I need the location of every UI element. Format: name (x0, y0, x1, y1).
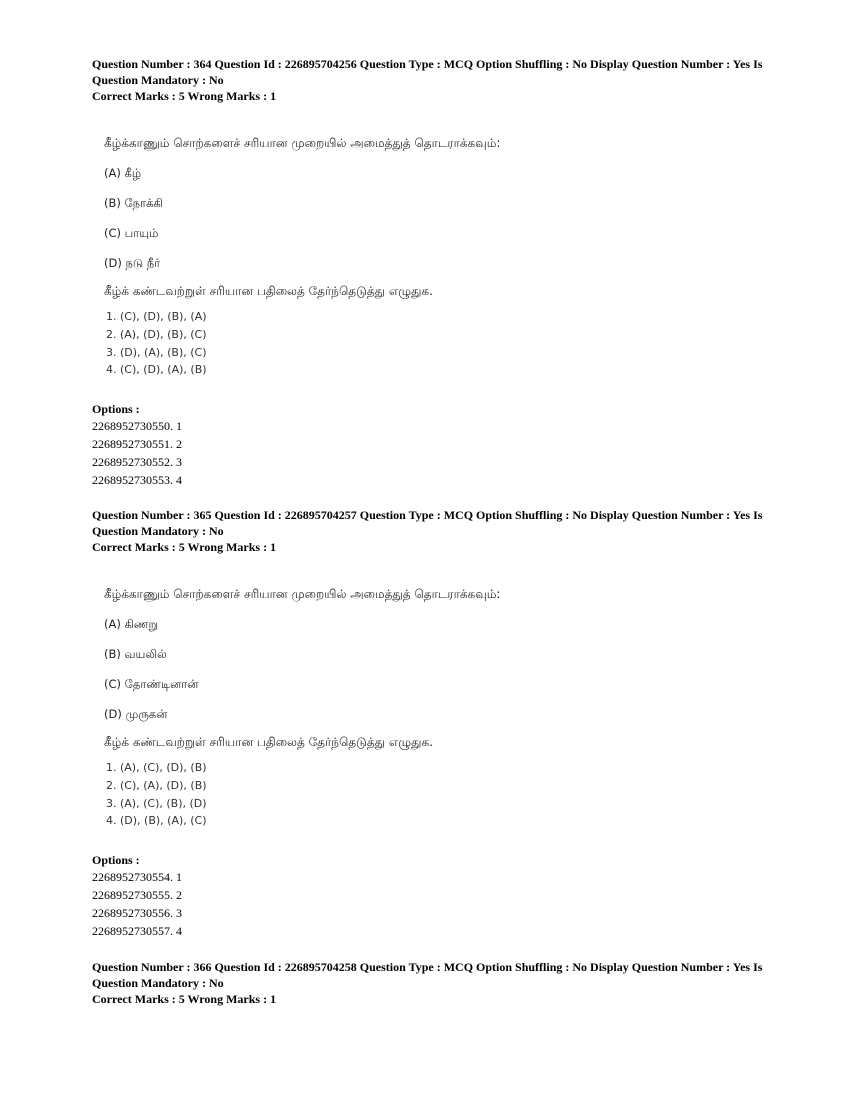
question-instruction: கீழ்க் கண்டவற்றுள் சரியான பதிலைத் தேர்ந்தெடுத்து எழுதுக. (104, 735, 433, 749)
word-option-c: (C) தோண்டினான் (104, 677, 199, 691)
header-line-1: Question Number : 365 Question Id : 226895704257 Question Type : MCQ Option Shuffling : No Display Question Number : Yes Is (92, 508, 763, 522)
answer-choices (104, 308, 772, 379)
answer-choices (104, 759, 772, 830)
answer-choice: 1. (C), (D), (B), (A) (106, 310, 207, 323)
marks-line: Correct Marks : 5 Wrong Marks : 1 (92, 992, 277, 1006)
option-id: 2268952730557. 4 (92, 923, 182, 938)
option-id: 2268952730553. 4 (92, 472, 182, 487)
option-id: 2268952730554. 1 (92, 870, 182, 885)
option-id: 2268952730555. 2 (92, 887, 182, 902)
option-id: 2268952730556. 3 (92, 905, 182, 920)
word-option-b: (B) நோக்கி (104, 196, 163, 210)
answer-choice: 2. (A), (D), (B), (C) (106, 327, 207, 341)
header-line-2: Question Mandatory : No (92, 976, 224, 990)
question-header (92, 56, 772, 104)
marks-line: Correct Marks : 5 Wrong Marks : 1 (92, 540, 277, 554)
option-id-list (92, 869, 772, 940)
option-id: 2268952730551. 2 (92, 436, 182, 451)
word-option-b: (B) வயலில் (104, 647, 167, 661)
option-id: 2268952730550. 1 (92, 419, 182, 434)
header-line-2: Question Mandatory : No (92, 73, 224, 87)
answer-choice: 3. (D), (A), (B), (C) (106, 345, 207, 359)
word-option-a: (A) கிணறு (104, 617, 159, 631)
question-stem: கீழ்க்காணும் சொற்களைச் சரியான முறையில் அமைத்துத் தொடராக்கவும்: (104, 587, 501, 601)
question-366 (92, 959, 772, 1007)
answer-choice: 4. (C), (D), (A), (B) (106, 363, 207, 377)
word-option-c: (C) பாயும் (104, 226, 159, 240)
option-id: 2268952730552. 3 (92, 454, 182, 469)
question-stem: கீழ்க்காணும் சொற்களைச் சரியான முறையில் அமைத்துத் தொடராக்கவும்: (104, 136, 501, 150)
question-instruction: கீழ்க் கண்டவற்றுள் சரியான பதிலைத் தேர்ந்தெடுத்து எழுதுக. (104, 284, 433, 298)
header-line-1: Question Number : 364 Question Id : 226895704256 Question Type : MCQ Option Shuffling : No Display Question Number : Yes Is (92, 57, 763, 71)
answer-choice: 3. (A), (C), (B), (D) (106, 796, 207, 810)
word-option-d: (D) முருகன் (104, 707, 168, 721)
word-option-a: (A) கீழ் (104, 166, 142, 180)
question-body (92, 586, 772, 830)
word-option-d: (D) நடு நீர் (104, 256, 161, 270)
answer-choice: 2. (C), (A), (D), (B) (106, 778, 207, 792)
options-label: Options : (92, 853, 140, 868)
question-365 (92, 507, 772, 940)
question-header (92, 507, 772, 555)
header-line-2: Question Mandatory : No (92, 524, 224, 538)
question-364 (92, 56, 772, 489)
options-label: Options : (92, 402, 140, 417)
question-header (92, 959, 772, 1007)
option-id-list (92, 418, 772, 489)
answer-choice: 4. (D), (B), (A), (C) (106, 814, 207, 828)
header-line-1: Question Number : 366 Question Id : 226895704258 Question Type : MCQ Option Shuffling : No Display Question Number : Yes Is (92, 960, 763, 974)
question-body (92, 135, 772, 379)
answer-choice: 1. (A), (C), (D), (B) (106, 761, 207, 774)
marks-line: Correct Marks : 5 Wrong Marks : 1 (92, 89, 277, 103)
